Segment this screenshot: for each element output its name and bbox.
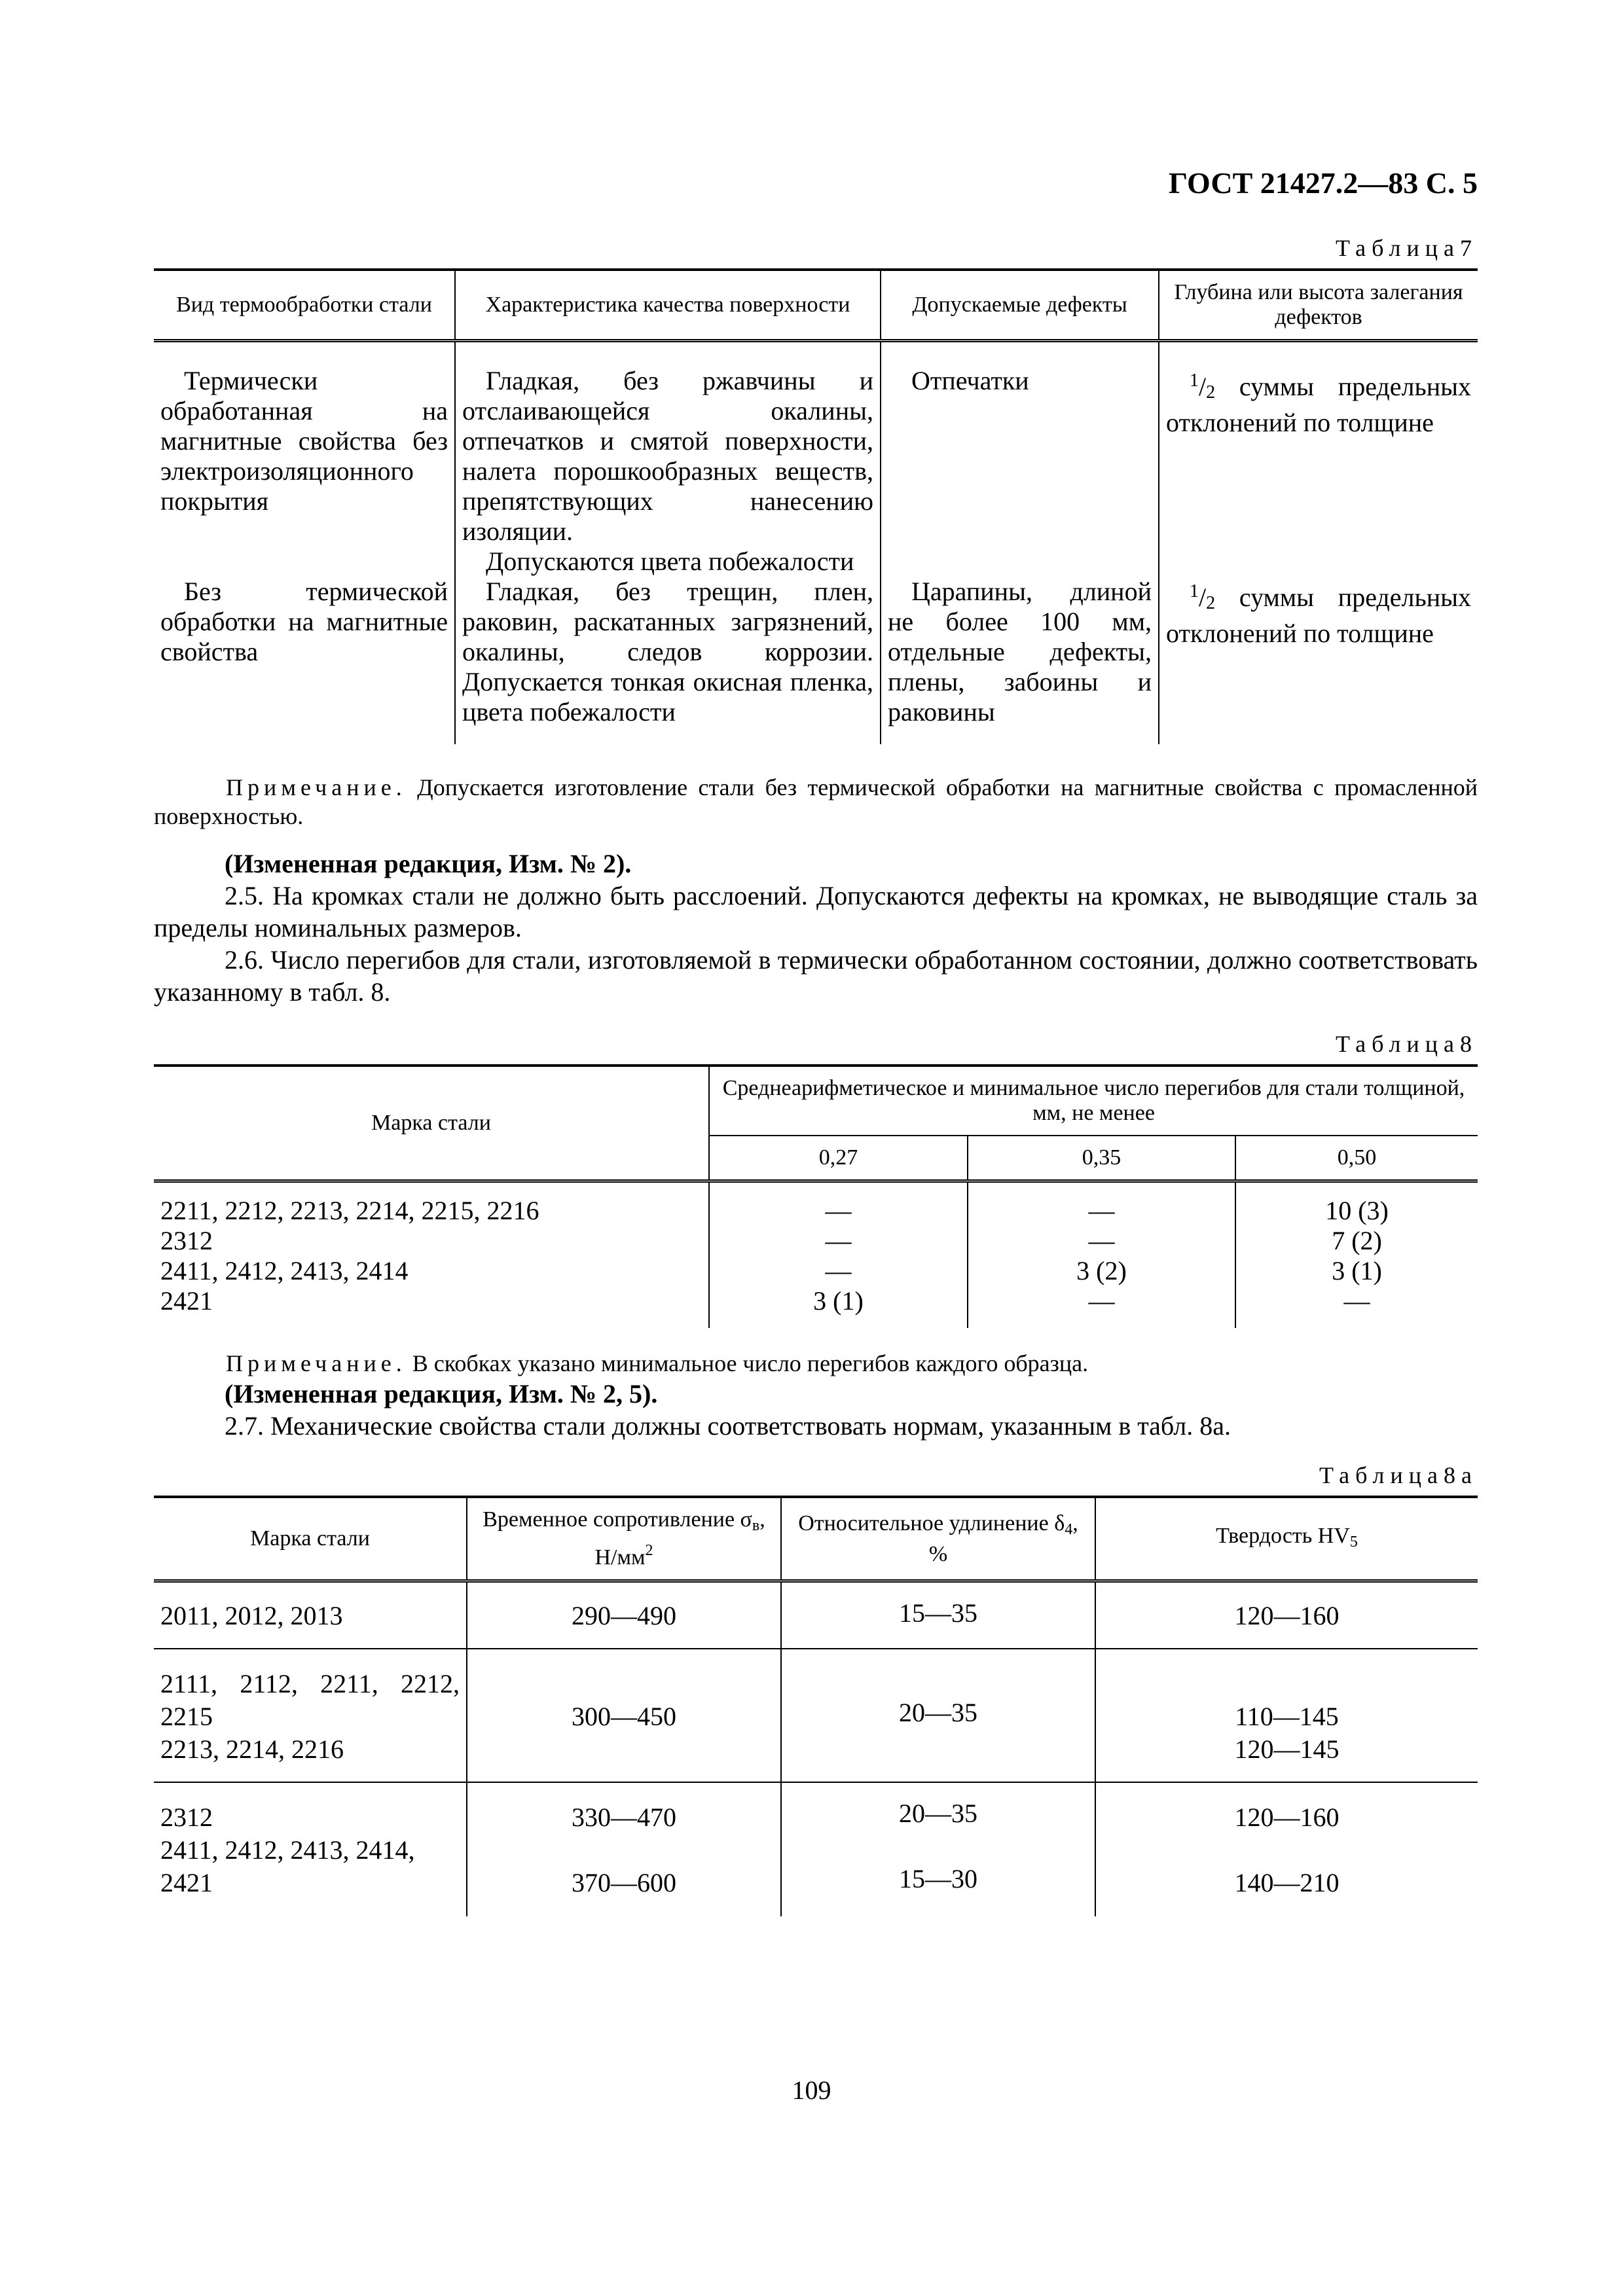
- table7-caption: Таблица7: [1336, 235, 1478, 261]
- header-unit: , Н/мм: [594, 1507, 765, 1570]
- table8a: [154, 1496, 1478, 1916]
- table8-cell-value: 3 (1): [709, 1286, 968, 1328]
- table7: [154, 268, 1478, 744]
- table8a-cell-hardness: 120—160: [1095, 1581, 1478, 1649]
- table8-cell-grade: 2411, 2412, 2413, 2414: [160, 1256, 409, 1285]
- table8-cell-value: —: [1235, 1286, 1478, 1328]
- table8a-header-elongation: [781, 1497, 1095, 1581]
- table8-caption: Таблица8: [1336, 1031, 1478, 1057]
- header-subscript: 4: [1065, 1520, 1073, 1538]
- header-superscript: 2: [645, 1542, 653, 1559]
- header-text: Твердость HV: [1216, 1523, 1350, 1548]
- table8a-cell-grade: 2213, 2214, 2216: [160, 1734, 344, 1764]
- page-number: 109: [792, 2075, 831, 2105]
- table8a-cell-hardness: 110—145: [1235, 1702, 1339, 1731]
- header-text: Относительное удлинение δ: [798, 1511, 1065, 1535]
- table8a-cell-hardness: 140—210: [1234, 1868, 1340, 1897]
- table8a-cell-grade: 2312: [160, 1803, 213, 1832]
- table8a-cell-elongation: 15—30: [899, 1864, 977, 1893]
- table7-cell-type: Без термической обработки на магнитные свойства: [160, 577, 448, 666]
- table8-cell-grade: 2211, 2212, 2213, 2214, 2215, 2216: [160, 1196, 539, 1225]
- table8a-cell-elongation: 20—35: [781, 1649, 1095, 1782]
- table8a-caption: Таблица8а: [1319, 1462, 1478, 1488]
- table7-cell-depth: суммы предельных отклонений по толщине: [1166, 583, 1472, 648]
- table8a-cell-strength: 300—450: [467, 1649, 781, 1782]
- table7-cell-defects: Царапины, длиной не более 100 мм, отдельные дефекты, плены, забоины и раковины: [881, 577, 1159, 744]
- table8-header-group: Среднеарифметическое и минимальное число перегибов для стали толщиной, мм, не менее: [709, 1066, 1478, 1136]
- note-text: В скобках указано минимальное число перегибов каждого образца.: [412, 1350, 1089, 1376]
- paragraph-2-7: 2.7. Механические свойства стали должны соответствовать нормам, указанным в табл. 8а.: [225, 1411, 1231, 1441]
- table-row: [154, 1286, 1478, 1328]
- header-unit: , %: [928, 1511, 1078, 1566]
- table8-header-grade: Марка стали: [154, 1066, 709, 1181]
- table7-note: [154, 773, 1478, 831]
- table8-cell-value: 7 (2): [1235, 1226, 1478, 1256]
- table7-cell-depth-numerator: 1: [1190, 370, 1199, 391]
- table7-cell-depth: суммы предельных отклонений по толщине: [1166, 372, 1472, 437]
- page-header: ГОСТ 21427.2—83 С. 5: [1168, 166, 1478, 200]
- table7-cell-quality-note: Допускаются цвета побежалости: [486, 547, 854, 576]
- table8a-cell-strength: 370—600: [572, 1868, 676, 1897]
- note-label: Примечание.: [226, 1350, 407, 1376]
- table8a-cell-strength: 330—470: [572, 1803, 676, 1832]
- table8-cell-value: —: [968, 1181, 1235, 1227]
- table7-cell-type: Термически обработанная на магнитные свойства без электроизоляционного покрытия: [160, 366, 448, 516]
- document-page: [154, 164, 1478, 1916]
- table8: [154, 1064, 1478, 1328]
- table7-cell-depth-numerator: 1: [1190, 581, 1199, 601]
- header-subscript: 5: [1349, 1533, 1358, 1551]
- table7-cell-quality: Гладкая, без ржавчины и отслаивающейся окалины, отпечатков и смятой поверхности, налета порошкообразных веществ, препятствующих нанесению изоляции.: [462, 366, 873, 546]
- table-row: [154, 1581, 1478, 1649]
- table8-cell-value: —: [709, 1256, 968, 1286]
- table8-header-thickness: 0,35: [968, 1136, 1235, 1181]
- table-row: [154, 1782, 1478, 1916]
- table8a-cell-hardness: 120—160: [1234, 1803, 1340, 1832]
- table-row: [154, 1226, 1478, 1256]
- table8-cell-value: 3 (2): [968, 1256, 1235, 1286]
- table7-header-quality: Характеристика качества поверхности: [455, 270, 881, 341]
- table7-cell-depth-denominator: 2: [1206, 593, 1216, 613]
- table8-cell-grade: 2421: [160, 1286, 213, 1316]
- table7-cell-depth-denominator: 2: [1206, 382, 1216, 403]
- table8-cell-grade: 2312: [160, 1226, 213, 1255]
- table8a-cell-strength: 290—490: [467, 1581, 781, 1649]
- table7-header-defects: Допускаемые дефекты: [881, 270, 1159, 341]
- table8a-cell-elongation: 15—35: [781, 1581, 1095, 1649]
- table8a-cell-grade: 2111, 2112, 2211, 2212, 2215: [160, 1669, 460, 1731]
- table8a-cell-grade: 2411, 2412, 2413, 2414, 2421: [160, 1835, 415, 1897]
- table8a-header-hardness: [1095, 1497, 1478, 1581]
- table8-cell-value: 3 (1): [1235, 1256, 1478, 1286]
- table8-cell-value: —: [709, 1181, 968, 1227]
- table8a-cell-elongation: 20—35: [899, 1799, 977, 1828]
- header-subscript: в: [752, 1517, 760, 1534]
- table-row: Термически обработанная на магнитные свойства без электроизоляционного покрытия Гладкая, без ржавчины и отслаивающейся окалины, отпечатков и смятой поверхности, налета порошкообразных веществ, препятствующих нанесению изоляции. Допускаются цвета побежалости Отпечатки $^1$/2 суммы предельных отклонений по толщине: [154, 341, 1478, 577]
- paragraph-2-5: 2.5. На кромках стали не должно быть расслоений. Допускаются дефекты на кромках, не выводящие сталь за пределы номинальных размеров.: [154, 881, 1478, 942]
- paragraph-2-6: 2.6. Число перегибов для стали, изготовляемой в термически обработанном состоянии, должно соответствовать указанному в табл. 8.: [154, 945, 1478, 1007]
- table8a-cell-grade: 2011, 2012, 2013: [154, 1581, 467, 1649]
- table8-header-thickness: 0,27: [709, 1136, 968, 1181]
- table8a-header-strength: [467, 1497, 781, 1581]
- edit-note-2: (Измененная редакция, Изм. № 2, 5).: [225, 1379, 658, 1408]
- table8-header-thickness: 0,50: [1235, 1136, 1478, 1181]
- table8a-cell-hardness: 120—145: [1234, 1734, 1340, 1764]
- header-text: Временное сопротивление σ: [483, 1507, 752, 1532]
- table-row: [154, 1256, 1478, 1286]
- table8a-header-grade: Марка стали: [154, 1497, 467, 1581]
- table7-header-depth: Глубина или высота залегания дефектов: [1159, 270, 1478, 341]
- table7-cell-quality: Гладкая, без трещин, плен, раковин, раскатанных загрязнений, окалины, следов коррозии. Допускается тонкая окисная пленка, цвета побежалости: [455, 577, 881, 744]
- table-row: [154, 1181, 1478, 1227]
- table-row: Без термической обработки на магнитные свойства Гладкая, без трещин, плен, раковин, раскатанных загрязнений, окалины, следов коррозии. Допускается тонкая окисная пленка, цвета побежалости Царапины, длиной не более 100 мм, отдельные дефекты, плены, забоины и раковины $^1$/2 суммы предельных отклонений по толщине: [154, 577, 1478, 744]
- note-text: Допускается изготовление стали без термической обработки на магнитные свойства с промасленной поверхностью.: [154, 774, 1478, 829]
- table7-header-type: Вид термообработки стали: [154, 270, 455, 341]
- table8-note: [154, 1349, 1478, 1378]
- table8-cell-value: —: [968, 1286, 1235, 1328]
- table7-cell-defects: Отпечатки: [881, 341, 1159, 577]
- note-label: Примечание.: [226, 774, 407, 800]
- edit-note-1: (Измененная редакция, Изм. № 2).: [225, 849, 632, 878]
- table8-cell-value: —: [968, 1226, 1235, 1256]
- table8-cell-value: —: [709, 1226, 968, 1256]
- table-row: [154, 1649, 1478, 1782]
- table8-cell-value: 10 (3): [1235, 1181, 1478, 1227]
